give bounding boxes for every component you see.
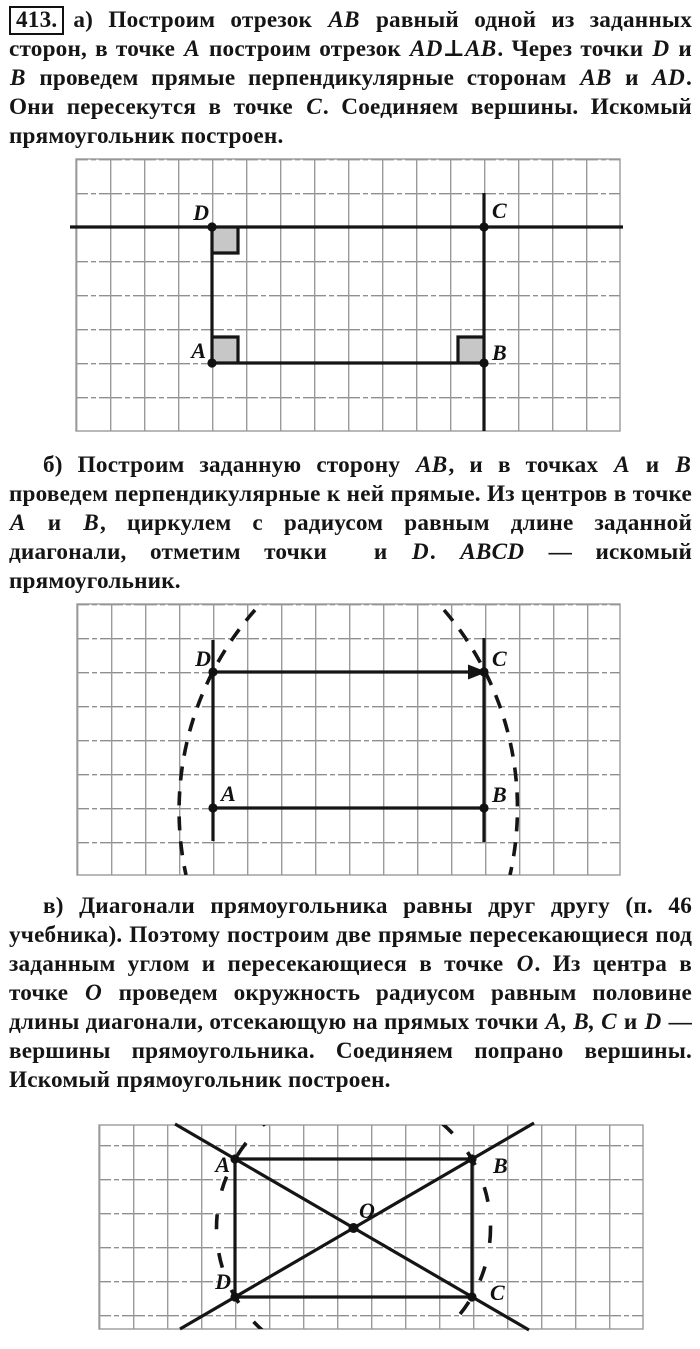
grid-paper-a: [76, 159, 620, 431]
problem-number-box: 413.: [9, 6, 64, 35]
point-label-c: C: [492, 198, 507, 223]
point-label-a: A: [221, 781, 236, 806]
paragraph-a-text: а) Построим отрезок AB равный одной из заданных сторон, в точке A построим отрезок AD⊥AB. Через точки D и B проведем прямые перпендикулярные сторонам AB и AD. Они пересекутся в точке C. Соединяем вершины. Искомый прямоугольник построен.: [9, 7, 693, 150]
paragraph-v: [9, 892, 692, 1095]
point-label-o: O: [359, 1198, 375, 1223]
figure-a: [0, 155, 700, 440]
figure-v: [0, 1116, 700, 1340]
point-label-a: A: [215, 1152, 230, 1177]
paragraph-b: [9, 451, 692, 596]
paragraph-v-text: в) Диагонали прямоугольника равны друг другу (п. 46 учебника). Поэтому построим две прямые пересекающиеся под заданным углом и пересекающиеся в точке O. Из центра в точке O проведем окружность радиусом равным половине длины диагонали, отсекающую на прямых точки A, B, C и D — вершины прямоугольника. Соединяем попрано вершины. Искомый прямоугольник построен.: [9, 893, 692, 1093]
point-label-d: D: [215, 1269, 231, 1294]
point-label-c: C: [490, 1280, 505, 1305]
point-label-d: D: [193, 200, 209, 225]
point-label-b: B: [492, 782, 507, 807]
point-label-d: D: [195, 646, 211, 671]
point-label-c: C: [492, 646, 507, 671]
point-label-b: B: [493, 1153, 508, 1178]
point-label-b: B: [492, 340, 507, 365]
point-label-a: A: [191, 338, 206, 363]
paragraph-b-text: б) Построим заданную сторону AB, и в точках A и B проведем перпендикулярные к ней прямые. Из центров в точке A и B, циркулем с радиусом равным длине заданной диагонали, отметим точки и D. ABCD — искомый прямоугольник.: [9, 452, 693, 594]
figure-b: [0, 596, 700, 880]
grid-paper-b: [77, 604, 620, 875]
paragraph-a: [9, 6, 692, 151]
